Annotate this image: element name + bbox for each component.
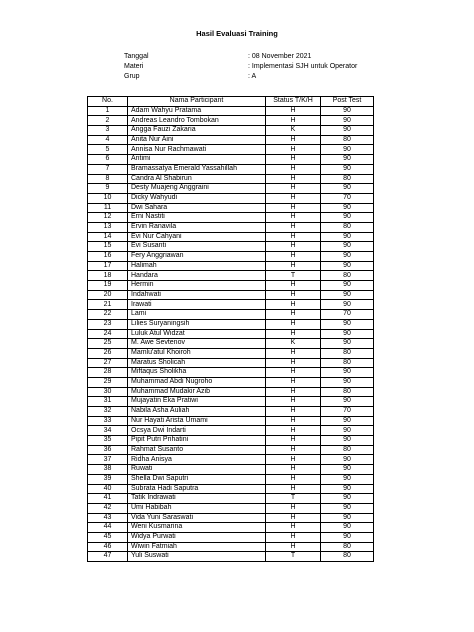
cell-no: 20 [88,290,128,300]
cell-no: 12 [88,213,128,223]
cell-post-test: 90 [321,436,374,446]
cell-status: H [266,232,321,242]
cell-status: H [266,513,321,523]
table-row [88,184,374,194]
cell-status: H [266,222,321,232]
cell-post-test: 90 [321,252,374,262]
cell-no: 18 [88,271,128,281]
cell-post-test: 90 [321,484,374,494]
cell-no: 3 [88,126,128,136]
table-row [88,222,374,232]
cell-post-test: 90 [321,339,374,349]
cell-no: 26 [88,348,128,358]
cell-no: 33 [88,416,128,426]
table-row [88,261,374,271]
cell-post-test: 80 [321,358,374,368]
cell-participant-name: Shella Dwi Saputri [128,474,266,484]
cell-no: 34 [88,426,128,436]
table-row [88,426,374,436]
cell-participant-name: Fery Anggriawan [128,252,266,262]
table-row [88,329,374,339]
table-row [88,348,374,358]
cell-post-test: 90 [321,281,374,291]
cell-participant-name: Miftaqus Sholikha [128,368,266,378]
col-header-name: Nama Participant [128,97,266,107]
cell-status: H [266,445,321,455]
cell-status: H [266,416,321,426]
cell-post-test: 90 [321,145,374,155]
cell-status: H [266,164,321,174]
cell-no: 47 [88,552,128,562]
cell-participant-name: Maratus Sholicah [128,358,266,368]
cell-participant-name: Halimah [128,261,266,271]
cell-post-test: 80 [321,271,374,281]
cell-status: H [266,368,321,378]
cell-post-test: 90 [321,465,374,475]
table-row [88,513,374,523]
cell-status: H [266,319,321,329]
table-row [88,523,374,533]
cell-post-test: 90 [321,513,374,523]
table-row [88,232,374,242]
cell-no: 42 [88,503,128,513]
table-row [88,542,374,552]
cell-post-test: 70 [321,193,374,203]
cell-no: 4 [88,135,128,145]
cell-no: 46 [88,542,128,552]
cell-no: 7 [88,164,128,174]
table-row [88,455,374,465]
table-row [88,193,374,203]
cell-no: 25 [88,339,128,349]
cell-status: H [266,329,321,339]
table-row [88,407,374,417]
cell-participant-name: Ervin Ranavila [128,222,266,232]
cell-status: H [266,358,321,368]
cell-participant-name: Antimi [128,155,266,165]
table-row [88,552,374,562]
table-row [88,281,374,291]
cell-participant-name: Luluk Atul Widzat [128,329,266,339]
cell-status: H [266,455,321,465]
table-row [88,436,374,446]
table-header-row [88,97,374,107]
cell-no: 40 [88,484,128,494]
cell-post-test: 90 [321,503,374,513]
cell-participant-name: Ruwati [128,465,266,475]
cell-status: H [266,155,321,165]
table-row [88,271,374,281]
cell-participant-name: Evi Nur Cahyani [128,232,266,242]
cell-participant-name: Mamlu'atul Khoiroh [128,348,266,358]
col-header-no: No. [88,97,128,107]
cell-post-test: 90 [321,300,374,310]
cell-participant-name: Mujayatin Eka Pratiwi [128,397,266,407]
cell-status: H [266,377,321,387]
cell-participant-name: Wiwin Fatmiah [128,542,266,552]
cell-status: H [266,523,321,533]
table-row [88,445,374,455]
table-row [88,116,374,126]
cell-participant-name: Candra Al Shabirun [128,174,266,184]
cell-no: 21 [88,300,128,310]
table-row [88,155,374,165]
cell-post-test: 90 [321,329,374,339]
cell-post-test: 90 [321,426,374,436]
cell-no: 11 [88,203,128,213]
cell-participant-name: Widya Purwati [128,532,266,542]
cell-participant-name: Dicky Wahyudi [128,193,266,203]
cell-participant-name: Umi Habibah [128,503,266,513]
cell-no: 28 [88,368,128,378]
cell-no: 6 [88,155,128,165]
cell-participant-name: Vida Yuni Saraswati [128,513,266,523]
cell-post-test: 90 [321,455,374,465]
cell-post-test: 90 [321,532,374,542]
cell-status: H [266,310,321,320]
table-row [88,358,374,368]
cell-status: H [266,397,321,407]
cell-participant-name: Subrata Hadi Saputra [128,484,266,494]
cell-post-test: 80 [321,348,374,358]
cell-status: H [266,436,321,446]
cell-status: H [266,261,321,271]
table-row [88,377,374,387]
cell-participant-name: Annisa Nur Rachmawati [128,145,266,155]
cell-participant-name: Desty Muajeng Anggraini [128,184,266,194]
cell-post-test: 90 [321,416,374,426]
table-row [88,484,374,494]
cell-participant-name: Indahwati [128,290,266,300]
cell-status: H [266,106,321,116]
cell-post-test: 90 [321,368,374,378]
cell-no: 35 [88,436,128,446]
meta-label: Grup [124,73,140,80]
table-row [88,106,374,116]
cell-status: H [266,532,321,542]
cell-status: K [266,339,321,349]
cell-no: 27 [88,358,128,368]
cell-no: 15 [88,242,128,252]
meta-row-grup [124,72,256,82]
cell-no: 14 [88,232,128,242]
cell-status: H [266,213,321,223]
cell-no: 5 [88,145,128,155]
cell-participant-name: Nur Hayati Arista Umami [128,416,266,426]
table-row [88,532,374,542]
cell-participant-name: Dwi Sahara [128,203,266,213]
cell-status: H [266,252,321,262]
cell-no: 23 [88,319,128,329]
cell-post-test: 70 [321,310,374,320]
cell-status: H [266,542,321,552]
cell-participant-name: Muhammad Abdi Nugroho [128,377,266,387]
meta-row-tanggal [124,52,311,62]
table-row [88,474,374,484]
cell-no: 30 [88,387,128,397]
cell-post-test: 90 [321,494,374,504]
cell-participant-name: Lilies Suryaningsih [128,319,266,329]
cell-post-test: 90 [321,474,374,484]
cell-no: 29 [88,377,128,387]
cell-status: H [266,348,321,358]
cell-post-test: 90 [321,106,374,116]
cell-post-test: 90 [321,523,374,533]
table-row [88,310,374,320]
table-row [88,368,374,378]
cell-post-test: 80 [321,542,374,552]
cell-post-test: 90 [321,184,374,194]
table-row [88,319,374,329]
cell-status: K [266,126,321,136]
cell-status: H [266,407,321,417]
cell-participant-name: Lami [128,310,266,320]
cell-no: 22 [88,310,128,320]
cell-post-test: 90 [321,232,374,242]
table-row [88,242,374,252]
cell-no: 2 [88,116,128,126]
cell-post-test: 80 [321,387,374,397]
cell-no: 8 [88,174,128,184]
cell-status: H [266,193,321,203]
meta-label: Materi [124,63,144,70]
cell-status: T [266,552,321,562]
cell-no: 37 [88,455,128,465]
cell-post-test: 80 [321,445,374,455]
cell-participant-name: Yuli Suswati [128,552,266,562]
cell-no: 43 [88,513,128,523]
cell-status: H [266,484,321,494]
meta-row-materi [124,62,357,72]
cell-participant-name: Hermin [128,281,266,291]
cell-status: H [266,174,321,184]
table-row [88,145,374,155]
cell-no: 38 [88,465,128,475]
cell-participant-name: Muhammad Mudakir Azib [128,387,266,397]
table-row [88,126,374,136]
cell-participant-name: Erni Nastiti [128,213,266,223]
cell-post-test: 90 [321,164,374,174]
cell-post-test: 90 [321,155,374,165]
table-row [88,213,374,223]
cell-post-test: 90 [321,319,374,329]
cell-participant-name: Weni Kusmarina [128,523,266,533]
cell-status: H [266,426,321,436]
table-row [88,290,374,300]
cell-no: 24 [88,329,128,339]
table-row [88,397,374,407]
cell-post-test: 80 [321,552,374,562]
table-row [88,465,374,475]
cell-post-test: 80 [321,174,374,184]
cell-participant-name: Evi Susanti [128,242,266,252]
evaluation-table [87,96,374,562]
table-row [88,503,374,513]
cell-no: 17 [88,261,128,271]
cell-participant-name: Andreas Leandro Tombokan [128,116,266,126]
cell-post-test: 90 [321,126,374,136]
cell-no: 36 [88,445,128,455]
cell-no: 9 [88,184,128,194]
cell-participant-name: Handara [128,271,266,281]
table-row [88,339,374,349]
cell-status: H [266,503,321,513]
cell-no: 41 [88,494,128,504]
cell-status: H [266,474,321,484]
table-row [88,252,374,262]
cell-no: 44 [88,523,128,533]
cell-participant-name: Pipit Putri Prihatini [128,436,266,446]
cell-status: T [266,494,321,504]
table-row [88,164,374,174]
cell-no: 31 [88,397,128,407]
cell-participant-name: M. Awe Sevtenov [128,339,266,349]
meta-label: Tanggal [124,53,149,60]
cell-no: 10 [88,193,128,203]
cell-status: H [266,290,321,300]
cell-participant-name: Rahmat Susanto [128,445,266,455]
cell-participant-name: Bramassatya Emerald Yassahillah [128,164,266,174]
meta-value: : A [248,73,257,80]
cell-status: H [266,242,321,252]
cell-post-test: 80 [321,222,374,232]
cell-no: 16 [88,252,128,262]
cell-status: T [266,271,321,281]
cell-post-test: 90 [321,261,374,271]
document-title: Hasil Evaluasi Training [196,29,278,38]
table-row [88,135,374,145]
table-row [88,300,374,310]
cell-status: H [266,300,321,310]
table-row [88,174,374,184]
cell-post-test: 90 [321,397,374,407]
cell-status: H [266,203,321,213]
meta-value: : 08 November 2021 [248,53,312,60]
col-header-post-test: Post Test [321,97,374,107]
cell-participant-name: Ridha Anisya [128,455,266,465]
cell-participant-name: Angga Fauzi Zakaria [128,126,266,136]
cell-no: 45 [88,532,128,542]
cell-status: H [266,116,321,126]
cell-participant-name: Anita Nur Aini [128,135,266,145]
table-row [88,416,374,426]
cell-no: 13 [88,222,128,232]
cell-no: 32 [88,407,128,417]
cell-post-test: 70 [321,407,374,417]
cell-post-test: 90 [321,377,374,387]
table-row [88,494,374,504]
cell-participant-name: Adam Wahyu Pratama [128,106,266,116]
col-header-status: Status T/K/H [266,97,321,107]
cell-post-test: 90 [321,116,374,126]
cell-participant-name: Ocsya Dwi Indarti [128,426,266,436]
meta-value: : Implementasi SJH untuk Operator [248,63,358,70]
cell-post-test: 90 [321,242,374,252]
cell-no: 39 [88,474,128,484]
table-body [88,106,374,561]
cell-status: H [266,387,321,397]
cell-status: H [266,135,321,145]
table-row [88,203,374,213]
cell-post-test: 90 [321,213,374,223]
cell-participant-name: Tatik Indrawati [128,494,266,504]
cell-participant-name: Nabila Asha Auliah [128,407,266,417]
cell-post-test: 90 [321,203,374,213]
cell-status: H [266,184,321,194]
cell-status: H [266,281,321,291]
cell-participant-name: Irawati [128,300,266,310]
cell-status: H [266,145,321,155]
cell-no: 19 [88,281,128,291]
table-row [88,387,374,397]
cell-post-test: 80 [321,135,374,145]
cell-status: H [266,465,321,475]
cell-no: 1 [88,106,128,116]
cell-post-test: 90 [321,290,374,300]
